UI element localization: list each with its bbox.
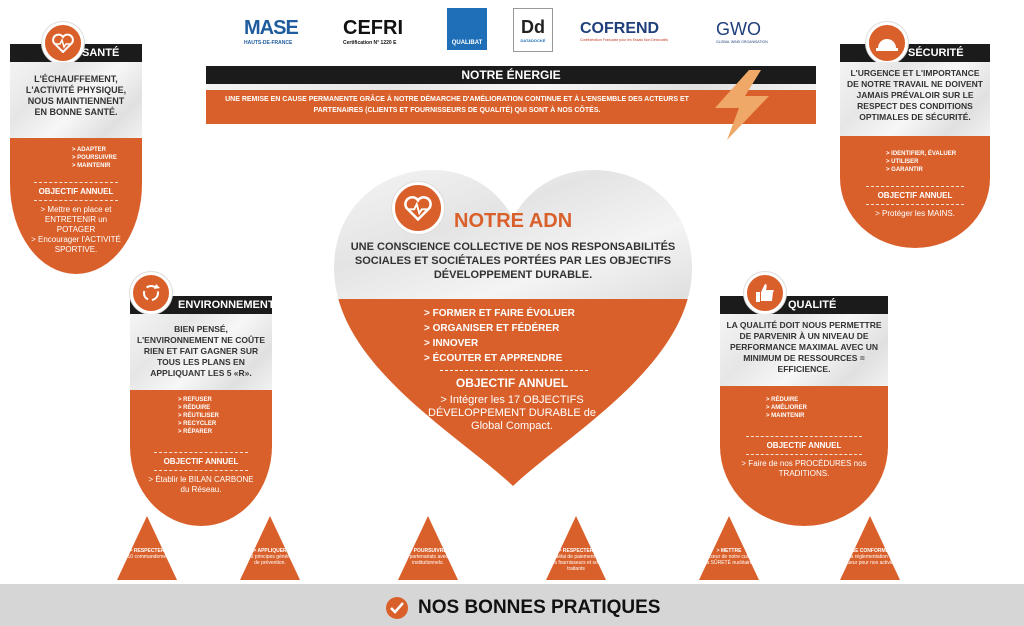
list-item: > ORGANISER ET FÉDÉRER	[424, 323, 560, 334]
sante-objective-2: > Encourager l'ACTIVITÉ SPORTIVE.	[31, 235, 121, 254]
qualite-title: QUALITÉ	[788, 299, 837, 311]
mase-logo-text: MASE	[244, 16, 298, 39]
cefri-logo-sub: Certification N° 1220 E	[343, 39, 397, 46]
mase-logo-sub: HAUTS-DE-FRANCE	[244, 39, 293, 46]
environnement-objective-title: OBJECTIF ANNUEL	[163, 457, 239, 466]
list-item: > MAINTENIR	[72, 163, 111, 169]
datadock-logo-sub: DATADOCKÉ	[520, 38, 546, 43]
pratique-text-1: > RESPECTER les 10 commandements.	[119, 548, 175, 560]
securite-objective-title: OBJECTIF ANNUEL	[877, 191, 953, 200]
gwo-logo	[716, 14, 782, 48]
adn-intro: UNE CONSCIENCE COLLECTIVE DE NOS RESPONSABILITÉS SOCIALES ET SOCIÉTALES PORTÉES PAR LES OBJECTIFS DÉVELOPPEMENT DURABLE.	[350, 241, 676, 281]
environnement-objective-1: > Établir le BILAN CARBONE du Réseau.	[148, 475, 254, 494]
list-item: > UTILISER	[886, 159, 919, 165]
qualite-icon-circle	[744, 272, 786, 314]
adn-objective-1: > Intégrer les 17 OBJECTIFS DÉVELOPPEMENT DURABLE de Global Compact.	[428, 394, 596, 432]
sante-intro: L'ÉCHAUFFEMENT, L'ACTIVITÉ PHYSIQUE, NOUS MAINTIENNENT EN BONNE SANTÉ.	[25, 74, 127, 117]
pratique-text-2: > APPLIQUER les 9 principes généraux de prévention.	[242, 548, 298, 566]
securite-intro: L'URGENCE ET L'IMPORTANCE DE NOTRE TRAVAIL NE DOIVENT JAMAIS PRÉVALOIR SUR LE RESPECT DES CONDITIONS OPTIMALES DE SÉCURITÉ.	[846, 68, 983, 122]
adn-objective-title: OBJECTIF ANNUEL	[455, 376, 569, 390]
footer-title: NOS BONNES PRATIQUES	[418, 597, 661, 618]
securite-objective-1: > Protéger les MAINS.	[875, 209, 955, 218]
pratique-text-3: > POURSUIVRE nos partenariats avec les institutionnels.	[400, 548, 456, 566]
cefri-logo-text: CEFRI	[343, 16, 403, 39]
list-item: > INNOVER	[424, 338, 479, 349]
sante-title: SANTÉ	[82, 47, 120, 59]
adn-objective-sep	[440, 370, 588, 371]
list-item: > RÉUTILISER	[178, 413, 219, 419]
list-item: > ADAPTER	[72, 147, 106, 153]
heart-pulse-icon	[404, 195, 432, 221]
datadock-logo	[513, 8, 553, 52]
adn-title: NOTRE ADN	[454, 210, 573, 232]
securite-title: SÉCURITÉ	[908, 47, 964, 59]
sante-objective-1: > Mettre en place et ENTRETENIR un POTAGER	[40, 205, 112, 234]
qualibat-logo-text: QUALIBAT	[452, 40, 483, 50]
adn-icon-circle	[392, 182, 444, 234]
cofrend-logo-sub: Confédération Française pour les Essais Non Destructifs	[580, 38, 668, 42]
list-item: > FORMER ET FAIRE ÉVOLUER	[424, 308, 575, 319]
sante-list	[72, 146, 117, 170]
pratique-text-5: > METTRE au cœur de notre culture la SÛRETÉ nucléaire	[701, 548, 757, 566]
qualite-list	[766, 396, 807, 420]
list-item: > RÉDUIRE	[766, 397, 799, 403]
check-icon	[390, 602, 404, 614]
list-item: > GARANTIR	[886, 167, 923, 173]
energie-text: UNE REMISE EN CAUSE PERMANENTE GRÂCE À NOTRE DÉMARCHE D'AMÉLIORATION CONTINUE ET À L'ENSEMBLE DES ACTEURS ET PARTENAIRES (CLIENTS ET FOURNISSEURS DE QUALITÉ) QUI SONT À NOS CÔTÉS.	[225, 96, 689, 114]
datadock-logo-text: Dd	[521, 17, 545, 37]
qualite-objective	[726, 432, 882, 479]
securite-objective	[846, 182, 984, 219]
list-item: > MAINTENIR	[766, 413, 805, 419]
securite-icon-circle	[866, 22, 908, 64]
gwo-logo-text: GWO	[716, 18, 761, 39]
heart-pulse-icon	[52, 33, 74, 53]
recycle-icon	[140, 282, 162, 304]
lightning-icon	[705, 70, 777, 140]
footer-check-circle	[386, 597, 408, 619]
pratique-text-4: > RESPECTER le délai de paiement de nos fournisseurs et sous traitants	[548, 548, 604, 572]
mase-logo	[244, 14, 324, 48]
cofrend-logo	[580, 14, 696, 48]
list-item: > IDENTIFIER, ÉVALUER	[886, 151, 957, 157]
environnement-intro: BIEN PENSÉ, L'ENVIRONNEMENT NE COÛTE RIEN ET FAIT GAGNER SUR TOUS LES PLANS EN APPLIQUANT LES 5 «R».	[136, 324, 266, 378]
list-item: > RÉDUIRE	[178, 405, 211, 411]
qualibat-logo	[447, 8, 487, 50]
qualite-intro: LA QUALITÉ DOIT NOUS PERMETTRE DE PARVENIR À UN NIVEAU DE PERFORMANCE MAXIMAL AVEC UN MINIMUM DE RESSOURCES = EFFICIENCE.	[726, 320, 882, 374]
pratique-text-6: > SE CONFORMER à la réglementation en vigueur pour nos activités.	[840, 548, 900, 566]
list-item: > RECYCLER	[178, 421, 217, 427]
energie-title: NOTRE ÉNERGIE	[461, 68, 561, 82]
sante-icon-circle	[42, 22, 84, 64]
sante-objective-title: OBJECTIF ANNUEL	[38, 187, 114, 196]
list-item: > ÉCOUTER ET APPRENDRE	[424, 353, 563, 364]
qualite-objective-1: > Faire de nos PROCÉDURES nos TRADITIONS.	[741, 459, 867, 478]
qualite-objective-title: OBJECTIF ANNUEL	[766, 441, 842, 450]
cefri-logo	[343, 14, 425, 48]
environnement-icon-circle	[130, 272, 172, 314]
list-item: > REFUSER	[178, 397, 212, 403]
environnement-objective	[134, 448, 268, 495]
environnement-title: ENVIRONNEMENT	[178, 299, 275, 311]
gwo-logo-sub: GLOBAL WIND ORGANISATION	[716, 39, 768, 44]
cofrend-logo-text: COFREND	[580, 20, 660, 37]
thumbs-up-icon	[755, 283, 775, 303]
helmet-icon	[876, 34, 898, 52]
list-item: > RÉPARER	[178, 429, 213, 435]
adn-list	[424, 306, 575, 366]
list-item: > AMÉLIORER	[766, 405, 807, 411]
securite-list	[886, 150, 956, 174]
list-item: > POURSUIVRE	[72, 155, 117, 161]
environnement-list	[178, 396, 219, 436]
sante-objective	[14, 178, 138, 255]
